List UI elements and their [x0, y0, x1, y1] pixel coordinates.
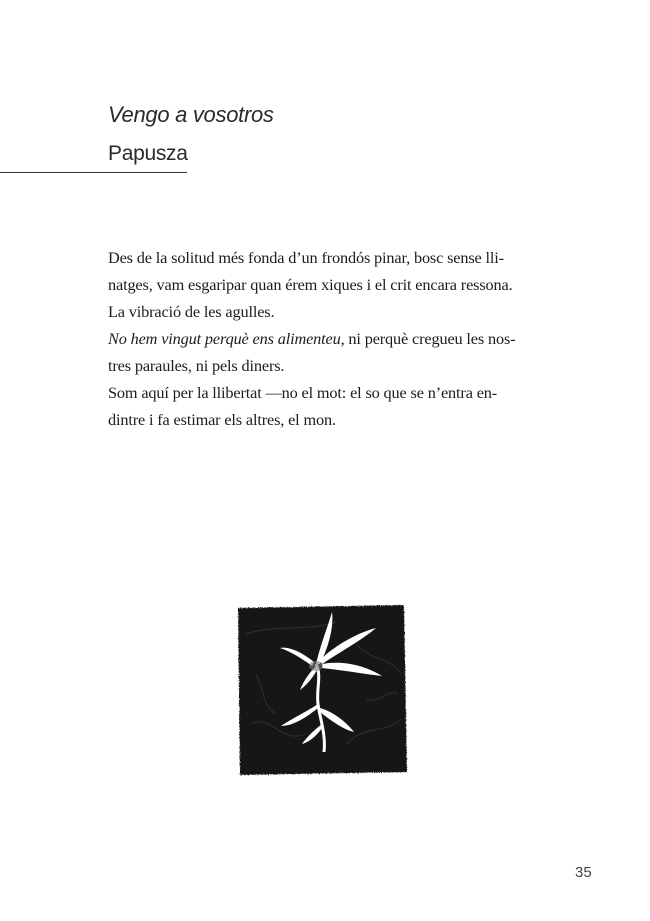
poem-text: dintre i fa estimar els altres, el mon.	[108, 410, 336, 429]
poem-title: Vengo a vosotros	[108, 102, 274, 127]
poem-text: tres paraules, ni pels diners.	[108, 356, 285, 375]
poem-text: Des de la solitud més fonda d’un frondós pinar, bosc sense lli-	[108, 248, 504, 267]
poem-text: ni perquè cregueu les nos-	[344, 329, 516, 348]
poem-italic-text: No hem vingut perquè ens alimenteu,	[108, 329, 345, 348]
poem-line	[108, 244, 548, 271]
poem-line	[108, 352, 548, 379]
page-number: 35	[575, 864, 592, 881]
poem-text: natges, vam esgaripar quan érem xiques i el crit encara ressona.	[108, 275, 513, 294]
poem-author: Papusza	[108, 142, 188, 165]
flower-center	[309, 661, 323, 671]
poem-text: Som aquí per la llibertat —no el mot: el so que se n’entra en-	[108, 383, 498, 402]
lily-illustration	[236, 604, 408, 776]
poem-line	[108, 406, 548, 433]
poem-line	[108, 379, 548, 406]
poem-text: La vibració de les agulles.	[108, 302, 275, 321]
poem-body	[108, 244, 548, 433]
poem-line	[108, 325, 548, 352]
poem-line	[108, 298, 548, 325]
poem-line	[108, 271, 548, 298]
title-underline	[0, 172, 187, 173]
